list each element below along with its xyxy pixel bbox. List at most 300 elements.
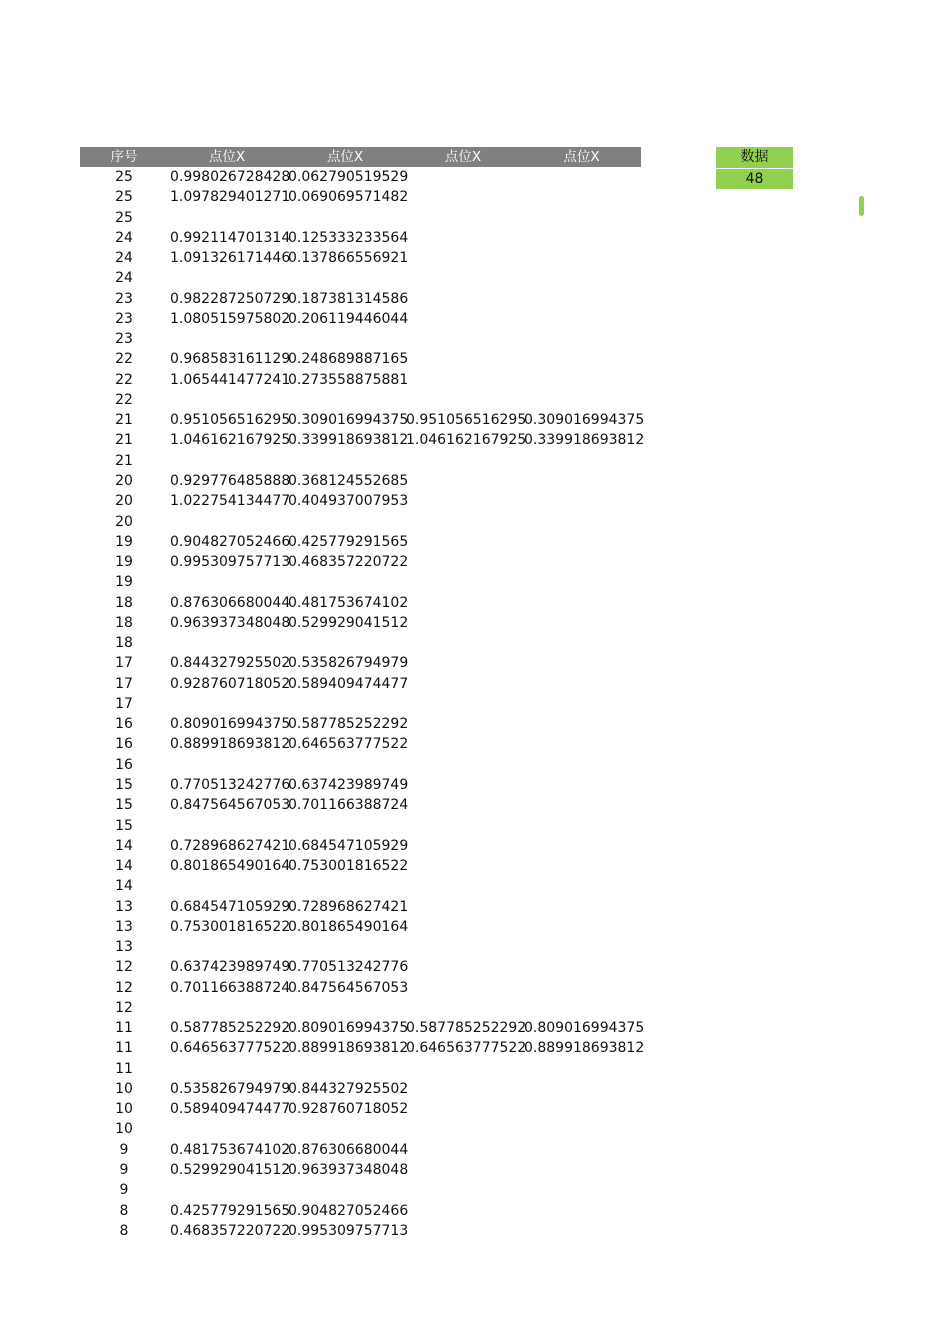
cell-x4[interactable] [522, 1201, 640, 1221]
table-row [80, 552, 641, 572]
cell-x2[interactable] [286, 1119, 404, 1139]
cell-x1[interactable]: 0.535826794979 [170, 1080, 291, 1097]
cell-x4[interactable] [522, 471, 640, 491]
cell-x1[interactable] [168, 755, 286, 775]
cell-x4[interactable] [522, 187, 640, 207]
cell-index[interactable]: 22 [115, 351, 133, 368]
cell-index[interactable]: 25 [115, 209, 133, 226]
cell-x2[interactable]: 0.963937348048 [288, 1162, 409, 1179]
cell-x1[interactable]: 0.637423989749 [170, 959, 291, 976]
cell-index[interactable]: 14 [115, 858, 133, 875]
cell-x1[interactable] [168, 694, 286, 714]
cell-x1[interactable]: 0.992114701314 [170, 229, 291, 246]
cell-x2[interactable]: 0.753001816522 [288, 858, 409, 875]
cell-x3[interactable] [404, 532, 522, 552]
cell-index[interactable]: 24 [115, 250, 133, 267]
cell-x3[interactable] [404, 593, 522, 613]
cell-x1[interactable]: 0.876306680044 [170, 594, 291, 611]
cell-x2[interactable]: 0.137866556921 [288, 250, 409, 267]
cell-x4[interactable] [522, 613, 640, 633]
cell-index[interactable]: 19 [115, 574, 133, 591]
cell-x2[interactable]: 0.801865490164 [288, 918, 409, 935]
cell-x4[interactable] [522, 1079, 640, 1099]
cell-x2[interactable]: 0.684547105929 [288, 837, 409, 854]
table-row [80, 309, 641, 329]
cell-x3[interactable]: 0.646563777522 [406, 1040, 527, 1057]
cell-x3[interactable] [404, 512, 522, 532]
cell-x4[interactable] [522, 1180, 640, 1200]
cell-index[interactable]: 17 [115, 675, 133, 692]
cell-x3[interactable] [404, 734, 522, 754]
table-row [80, 836, 641, 856]
cell-x2[interactable]: 0.468357220722 [288, 554, 409, 571]
cell-index[interactable]: 14 [115, 878, 133, 895]
cell-index[interactable]: 13 [115, 939, 133, 956]
table-row [80, 1099, 641, 1119]
cell-index[interactable]: 21 [115, 412, 133, 429]
cell-x2[interactable]: 0.809016994375 [288, 1020, 409, 1037]
data-table [80, 147, 645, 1241]
table-header [80, 147, 641, 167]
cell-x3[interactable] [404, 674, 522, 694]
cell-x2[interactable] [286, 451, 404, 471]
cell-index[interactable]: 21 [115, 432, 133, 449]
cell-x4[interactable] [522, 491, 640, 511]
cell-index[interactable]: 22 [115, 371, 133, 388]
cell-x2[interactable]: 0.589409474477 [288, 675, 409, 692]
cell-x1[interactable]: 1.097829401271 [170, 189, 291, 206]
cell-x2[interactable]: 0.844327925502 [288, 1080, 409, 1097]
cell-index[interactable]: 11 [115, 1040, 133, 1057]
cell-x1[interactable] [168, 998, 286, 1018]
cell-x2[interactable]: 0.770513242776 [288, 959, 409, 976]
cell-x1[interactable]: 0.646563777522 [170, 1040, 291, 1057]
cell-x1[interactable]: 0.968583161129 [170, 351, 291, 368]
cell-x2[interactable] [286, 755, 404, 775]
cell-x2[interactable] [286, 390, 404, 410]
cell-x1[interactable]: 0.929776485888 [170, 472, 291, 489]
cell-x3[interactable] [404, 208, 522, 228]
cell-x1[interactable] [168, 1180, 286, 1200]
cell-x1[interactable]: 0.809016994375 [170, 716, 291, 733]
cell-x4[interactable] [522, 451, 640, 471]
cell-x3[interactable] [404, 978, 522, 998]
cell-x4[interactable] [522, 633, 640, 653]
cell-x1[interactable]: 0.998026728428 [170, 169, 291, 185]
cell-x3[interactable] [404, 897, 522, 917]
cell-x1[interactable] [168, 329, 286, 349]
cell-x4[interactable] [522, 856, 640, 876]
cell-x2[interactable]: 0.069069571482 [288, 189, 409, 206]
cell-x1[interactable]: 0.904827052466 [170, 533, 291, 550]
cell-x3[interactable] [404, 349, 522, 369]
cell-index[interactable]: 25 [115, 169, 133, 185]
cell-x2[interactable]: 0.701166388724 [288, 797, 409, 814]
cell-x3[interactable] [404, 1140, 522, 1160]
cell-x1[interactable] [168, 451, 286, 471]
cell-x4[interactable] [522, 390, 640, 410]
cell-x4[interactable] [522, 1160, 640, 1180]
cell-x1[interactable]: 0.589409474477 [170, 1101, 291, 1118]
cell-index[interactable]: 13 [115, 918, 133, 935]
cell-x3[interactable]: 0.587785252292 [406, 1020, 527, 1037]
cell-x2[interactable]: 0.995309757713 [288, 1222, 409, 1239]
cell-x4[interactable] [522, 795, 640, 815]
cell-index[interactable]: 23 [115, 310, 133, 327]
cell-x3[interactable] [404, 1201, 522, 1221]
cell-x3[interactable] [404, 755, 522, 775]
cell-index[interactable]: 11 [115, 1020, 133, 1037]
table-row [80, 451, 641, 471]
cell-x2[interactable]: 0.425779291565 [288, 533, 409, 550]
cell-x4[interactable] [522, 248, 640, 268]
cell-x1[interactable]: 0.963937348048 [170, 614, 291, 631]
cell-x1[interactable]: 0.995309757713 [170, 554, 291, 571]
cell-x4[interactable]: 0.339918693812 [524, 432, 645, 449]
cell-x2[interactable] [286, 633, 404, 653]
cell-x2[interactable]: 0.206119446044 [288, 310, 409, 327]
cell-x4[interactable] [522, 755, 640, 775]
cell-x4[interactable] [522, 876, 640, 896]
cell-x1[interactable] [168, 572, 286, 592]
cell-x3[interactable] [404, 309, 522, 329]
cell-x3[interactable] [404, 694, 522, 714]
cell-index[interactable]: 17 [115, 655, 133, 672]
cell-x2[interactable] [286, 816, 404, 836]
cell-x4[interactable] [522, 268, 640, 288]
cell-index[interactable]: 10 [115, 1121, 133, 1138]
cell-x4[interactable] [522, 674, 640, 694]
cell-x3[interactable] [404, 876, 522, 896]
table-row [80, 897, 641, 917]
cell-x1[interactable]: 0.951056516295 [170, 412, 291, 429]
cell-x1[interactable]: 0.468357220722 [170, 1222, 291, 1239]
cell-index[interactable]: 20 [115, 513, 133, 530]
cell-x1[interactable]: 0.770513242776 [170, 776, 291, 793]
cell-x2[interactable] [286, 876, 404, 896]
cell-x3[interactable] [404, 633, 522, 653]
cell-x2[interactable] [286, 208, 404, 228]
cell-x2[interactable]: 0.646563777522 [288, 736, 409, 753]
cell-x4[interactable] [522, 167, 640, 187]
cell-x1[interactable]: 1.091326171446 [170, 250, 291, 267]
cell-index[interactable]: 14 [115, 837, 133, 854]
cell-x3[interactable] [404, 998, 522, 1018]
cell-index[interactable]: 9 [119, 1162, 129, 1179]
cell-x3[interactable] [404, 816, 522, 836]
cell-x4[interactable] [522, 897, 640, 917]
cell-index[interactable]: 20 [115, 493, 133, 510]
cell-x1[interactable]: 0.529929041512 [170, 1162, 291, 1179]
cell-x1[interactable]: 0.801865490164 [170, 858, 291, 875]
cell-x4[interactable] [522, 836, 640, 856]
cell-x4[interactable] [522, 349, 640, 369]
cell-index[interactable]: 16 [115, 716, 133, 733]
cell-x2[interactable]: 0.404937007953 [288, 493, 409, 510]
cell-x1[interactable]: 0.982287250729 [170, 290, 291, 307]
cell-x4[interactable] [522, 572, 640, 592]
table-row [80, 734, 641, 754]
cell-x3[interactable] [404, 552, 522, 572]
cell-index[interactable]: 19 [115, 533, 133, 550]
cell-x4[interactable] [522, 228, 640, 248]
cell-x1[interactable]: 1.046162167925 [170, 432, 291, 449]
table-row [80, 957, 641, 977]
cell-x3[interactable] [404, 1160, 522, 1180]
cell-x3[interactable] [404, 1079, 522, 1099]
cell-index[interactable]: 18 [115, 635, 133, 652]
cell-index[interactable]: 22 [115, 391, 133, 408]
cell-x2[interactable]: 0.339918693812 [288, 432, 409, 449]
cell-index[interactable]: 12 [115, 959, 133, 976]
cell-x2[interactable]: 0.928760718052 [288, 1101, 409, 1118]
cell-x1[interactable] [168, 633, 286, 653]
cell-x3[interactable] [404, 390, 522, 410]
cell-x4[interactable] [522, 370, 640, 390]
cell-x1[interactable]: 0.889918693812 [170, 736, 291, 753]
cell-index[interactable]: 16 [115, 756, 133, 773]
cell-index[interactable]: 13 [115, 898, 133, 915]
cell-x3[interactable] [404, 653, 522, 673]
cell-x4[interactable] [522, 1099, 640, 1119]
cell-x4[interactable] [522, 593, 640, 613]
table-body [80, 167, 645, 1241]
table-row [80, 1221, 641, 1241]
cell-x1[interactable]: 1.022754134477 [170, 493, 291, 510]
cell-x2[interactable]: 0.847564567053 [288, 979, 409, 996]
cell-x2[interactable] [286, 329, 404, 349]
cell-x2[interactable]: 0.368124552685 [288, 472, 409, 489]
cell-x4[interactable] [522, 1059, 640, 1079]
column-header-x3[interactable]: 点位X [444, 149, 482, 165]
cell-x3[interactable] [404, 370, 522, 390]
cell-x2[interactable]: 0.481753674102 [288, 594, 409, 611]
table-row [80, 1018, 645, 1038]
cell-x2[interactable]: 0.728968627421 [288, 898, 409, 915]
cell-x1[interactable]: 0.753001816522 [170, 918, 291, 935]
cell-x2[interactable] [286, 694, 404, 714]
cell-x2[interactable]: 0.125333233564 [288, 229, 409, 246]
cell-x4[interactable] [522, 532, 640, 552]
cell-x1[interactable] [168, 937, 286, 957]
data-count-label[interactable]: 数据 [716, 147, 793, 168]
table-row [80, 674, 641, 694]
cell-x3[interactable]: 0.951056516295 [406, 412, 527, 429]
cell-index[interactable]: 12 [115, 979, 133, 996]
cell-x4[interactable] [522, 937, 640, 957]
cell-x3[interactable] [404, 167, 522, 187]
cell-x3[interactable] [404, 775, 522, 795]
cell-x2[interactable]: 0.904827052466 [288, 1202, 409, 1219]
cell-x3[interactable] [404, 1059, 522, 1079]
cell-x3[interactable] [404, 1099, 522, 1119]
cell-x3[interactable] [404, 957, 522, 977]
cell-x1[interactable]: 0.701166388724 [170, 979, 291, 996]
table-row [80, 1140, 641, 1160]
cell-x4[interactable] [522, 998, 640, 1018]
table-row [80, 329, 641, 349]
cell-x1[interactable] [168, 208, 286, 228]
cell-x3[interactable] [404, 451, 522, 471]
cell-index[interactable]: 15 [115, 817, 133, 834]
table-row [80, 775, 641, 795]
cell-x4[interactable] [522, 957, 640, 977]
cell-x3[interactable] [404, 471, 522, 491]
cell-x3[interactable] [404, 228, 522, 248]
table-row [80, 167, 641, 187]
cell-x1[interactable]: 0.425779291565 [170, 1202, 291, 1219]
cell-x4[interactable]: 0.889918693812 [524, 1040, 645, 1057]
cell-x3[interactable]: 1.046162167925 [406, 432, 527, 449]
cell-x1[interactable]: 0.728968627421 [170, 837, 291, 854]
cell-x2[interactable] [286, 268, 404, 288]
cell-x2[interactable]: 0.309016994375 [288, 412, 409, 429]
cell-x2[interactable] [286, 572, 404, 592]
cell-index[interactable]: 9 [119, 1141, 129, 1158]
cell-x2[interactable]: 0.187381314586 [288, 290, 409, 307]
cell-index[interactable]: 25 [115, 189, 133, 206]
cell-index[interactable]: 8 [119, 1202, 129, 1219]
cell-x4[interactable] [522, 512, 640, 532]
cell-x2[interactable]: 0.273558875881 [288, 371, 409, 388]
table-row [80, 1201, 641, 1221]
cell-x1[interactable] [168, 1119, 286, 1139]
cell-x4[interactable] [522, 552, 640, 572]
cell-index[interactable]: 24 [115, 229, 133, 246]
cell-index[interactable]: 12 [115, 999, 133, 1016]
cell-index[interactable]: 16 [115, 736, 133, 753]
table-row [80, 795, 641, 815]
cell-x3[interactable] [404, 613, 522, 633]
cell-x3[interactable] [404, 572, 522, 592]
cell-x2[interactable]: 0.637423989749 [288, 776, 409, 793]
column-header-index[interactable]: 序号 [110, 149, 138, 165]
cell-x2[interactable] [286, 1059, 404, 1079]
cell-x1[interactable] [168, 816, 286, 836]
cell-x1[interactable] [168, 876, 286, 896]
cell-x3[interactable] [404, 289, 522, 309]
cell-x2[interactable] [286, 512, 404, 532]
cell-index[interactable]: 11 [115, 1060, 133, 1077]
cell-index[interactable]: 10 [115, 1101, 133, 1118]
cell-x1[interactable]: 0.844327925502 [170, 655, 291, 672]
cell-x2[interactable]: 0.587785252292 [288, 716, 409, 733]
cell-x1[interactable]: 0.847564567053 [170, 797, 291, 814]
cell-x1[interactable] [168, 512, 286, 532]
cell-x2[interactable]: 0.248689887165 [288, 351, 409, 368]
cell-x3[interactable] [404, 187, 522, 207]
cell-index[interactable]: 20 [115, 472, 133, 489]
table-row [80, 532, 641, 552]
cell-x4[interactable] [522, 694, 640, 714]
cell-x1[interactable]: 1.080515975802 [170, 310, 291, 327]
cell-x1[interactable]: 1.065441477241 [170, 371, 291, 388]
table-row [80, 755, 641, 775]
column-header-x4[interactable]: 点位X [563, 149, 600, 165]
cell-x4[interactable] [522, 1140, 640, 1160]
cell-x4[interactable] [522, 734, 640, 754]
cell-x2[interactable]: 0.529929041512 [288, 614, 409, 631]
cell-x3[interactable] [404, 1180, 522, 1200]
cell-index[interactable]: 24 [115, 270, 133, 287]
cell-index[interactable]: 19 [115, 554, 133, 571]
cell-x3[interactable] [404, 917, 522, 937]
cell-index[interactable]: 23 [115, 290, 133, 307]
cell-x2[interactable]: 0.535826794979 [288, 655, 409, 672]
cell-x3[interactable] [404, 1221, 522, 1241]
cell-x3[interactable] [404, 714, 522, 734]
cell-x3[interactable] [404, 937, 522, 957]
cell-x4[interactable] [522, 208, 640, 228]
cell-x3[interactable] [404, 329, 522, 349]
cell-index[interactable]: 10 [115, 1080, 133, 1097]
cell-index[interactable]: 17 [115, 695, 133, 712]
cell-x3[interactable] [404, 248, 522, 268]
cell-x3[interactable] [404, 856, 522, 876]
table-row [80, 410, 645, 430]
cell-x1[interactable] [168, 1059, 286, 1079]
cell-x1[interactable]: 0.587785252292 [170, 1020, 291, 1037]
cell-index[interactable]: 23 [115, 331, 133, 348]
scroll-handle[interactable] [859, 196, 864, 216]
cell-x4[interactable] [522, 1119, 640, 1139]
table-row [80, 1160, 641, 1180]
table-row [80, 937, 641, 957]
cell-x1[interactable] [168, 390, 286, 410]
cell-x4[interactable] [522, 329, 640, 349]
cell-index[interactable]: 8 [119, 1222, 129, 1239]
cell-x3[interactable] [404, 836, 522, 856]
cell-index[interactable]: 15 [115, 776, 133, 793]
cell-x3[interactable] [404, 795, 522, 815]
cell-x4[interactable] [522, 653, 640, 673]
cell-x2[interactable] [286, 998, 404, 1018]
column-header-x1[interactable]: 点位X [208, 149, 246, 165]
cell-x2[interactable] [286, 937, 404, 957]
cell-index[interactable]: 15 [115, 797, 133, 814]
cell-index[interactable]: 21 [115, 452, 133, 469]
cell-x4[interactable] [522, 917, 640, 937]
cell-index[interactable]: 18 [115, 594, 133, 611]
cell-x4[interactable] [522, 816, 640, 836]
cell-x2[interactable]: 0.062790519529 [288, 169, 409, 185]
cell-x4[interactable] [522, 714, 640, 734]
cell-x3[interactable] [404, 1119, 522, 1139]
cell-x1[interactable]: 0.481753674102 [170, 1141, 291, 1158]
column-header-x2[interactable]: 点位X [326, 149, 364, 165]
cell-x2[interactable]: 0.889918693812 [288, 1040, 409, 1057]
cell-x2[interactable]: 0.876306680044 [288, 1141, 409, 1158]
cell-x4[interactable]: 0.309016994375 [524, 412, 645, 429]
cell-x2[interactable] [286, 1180, 404, 1200]
data-count-value[interactable]: 48 [716, 168, 793, 189]
cell-x3[interactable] [404, 268, 522, 288]
cell-x3[interactable] [404, 491, 522, 511]
cell-index[interactable]: 18 [115, 614, 133, 631]
cell-x4[interactable] [522, 289, 640, 309]
cell-x1[interactable]: 0.928760718052 [170, 675, 291, 692]
cell-x4[interactable] [522, 309, 640, 329]
cell-x4[interactable]: 0.809016994375 [524, 1020, 645, 1037]
cell-x4[interactable] [522, 978, 640, 998]
cell-x1[interactable]: 0.684547105929 [170, 898, 291, 915]
table-row [80, 248, 641, 268]
table-row [80, 268, 641, 288]
cell-index[interactable]: 9 [119, 1182, 129, 1199]
cell-x1[interactable] [168, 268, 286, 288]
cell-x4[interactable] [522, 775, 640, 795]
cell-x4[interactable] [522, 1221, 640, 1241]
